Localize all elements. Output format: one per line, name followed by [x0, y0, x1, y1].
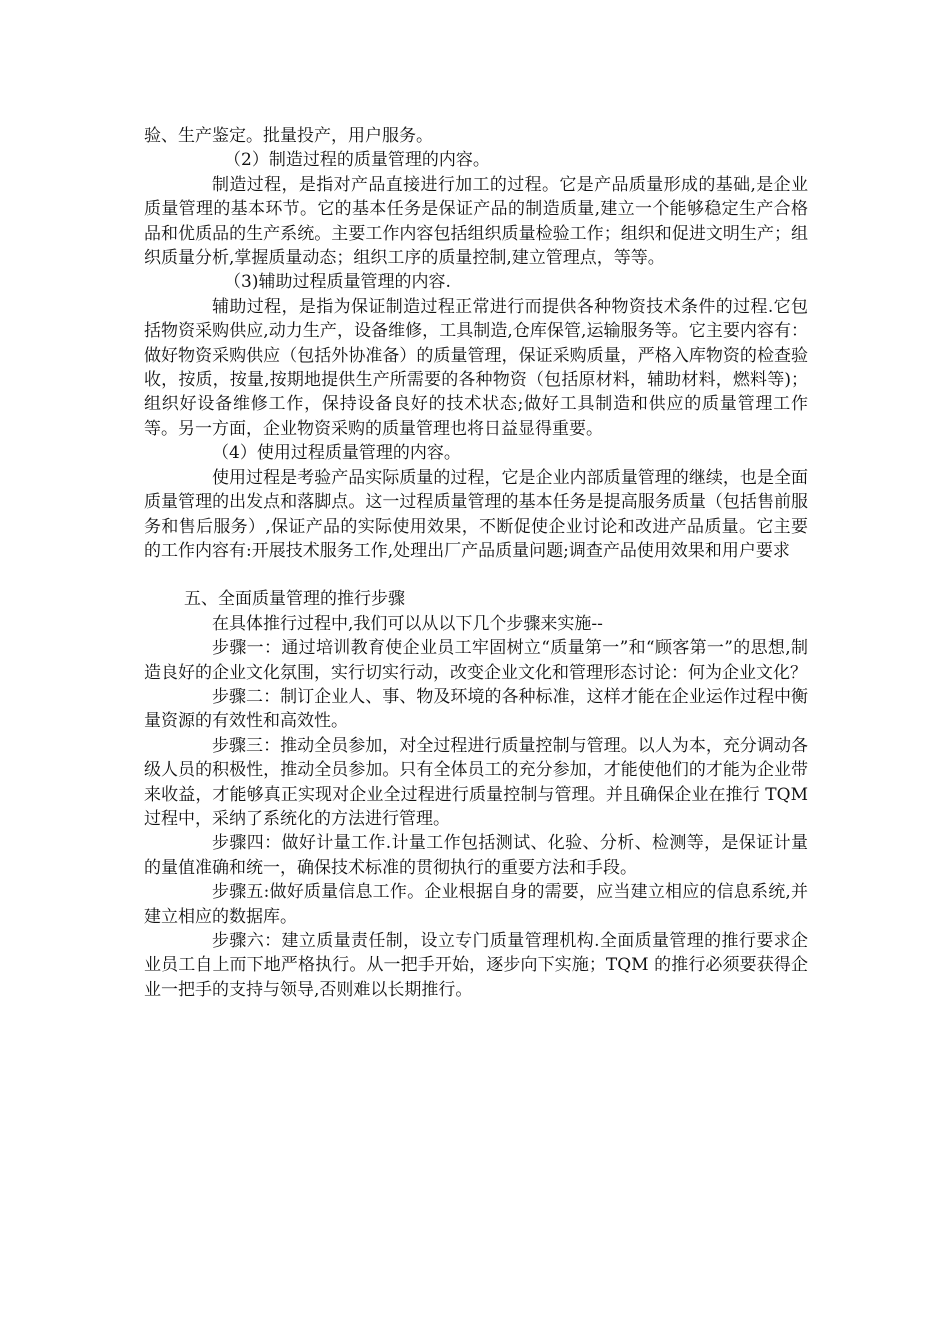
paragraph: 使用过程是考验产品实际质量的过程，它是企业内部质量管理的继续，也是全面质量管理的出发点和落脚点。这一过程质量管理的基本任务是提高服务质量（包括售前服务和售后服务）,保证产品的实际使用效果，不断促使企业讨论和改进产品质量。它主要的工作内容有:开展技术服务工作,处理出厂产品质量问题;调查产品使用效果和用户要求 [144, 467, 808, 561]
subsection-title: （4）使用过程质量管理的内容。 [212, 443, 461, 464]
section-heading: 五、全面质量管理的推行步骤 [184, 589, 405, 610]
paragraph: 验、生产鉴定。批量投产，用户服务。 [144, 126, 433, 146]
step-paragraph: 步骤三：推动全员参加，对全过程进行质量控制与管理。以人为本，充分调动各级人员的积极性，推动全员参加。只有全体员工的充分参加，才能使他们的才能为企业带来收益，才能够真正实现对企业全过程进行质量控制与管理。并且确保企业在推行 TQM 过程中，采纳了系统化的方法进行管理。 [144, 735, 808, 829]
step-paragraph: 步骤二：制订企业人、事、物及环境的各种标准，这样才能在企业运作过程中衡量资源的有效性和高效性。 [144, 686, 808, 732]
paragraph: 辅助过程，是指为保证制造过程正常进行而提供各种物资技术条件的过程.它包括物资采购供应,动力生产，设备维修，工具制造,仓库保管,运输服务等。它主要内容有：做好物资采购供应（包括外协准备）的质量管理，保证采购质量，严格入库物资的检查验收，按质，按量,按期地提供生产所需要的各种物资（包括原材料，辅助材料，燃料等)；组织好设备维修工作，保持设备良好的技术状态;做好工具制造和供应的质量管理工作等。另一方面，企业物资采购的质量管理也将日益显得重要。 [144, 296, 808, 439]
paragraph: 制造过程，是指对产品直接进行加工的过程。它是产品质量形成的基础,是企业质量管理的基本环节。它的基本任务是保证产品的制造质量,建立一个能够稳定生产合格品和优质品的生产系统。主要工作内容包括组织质量检验工作；组织和促进文明生产；组织质量分析,掌握质量动态；组织工序的质量控制,建立管理点，等等。 [144, 174, 808, 269]
step-paragraph: 步骤一：通过培训教育使企业员工牢固树立“质量第一”和“顾客第一”的思想,制造良好的企业文化氛围，实行切实行动，改变企业文化和管理形态讨论：何为企业文化？ [144, 638, 808, 683]
subsection-title: （3)辅助过程质量管理的内容. [224, 272, 451, 293]
step-paragraph: 步骤六：建立质量责任制，设立专门质量管理机构.全面质量管理的推行要求企业员工自上而下地严格执行。从一把手开始，逐步向下实施；TQM 的推行必须要获得企业一把手的支持与领导,否则难以长期推行。 [144, 931, 808, 1000]
step-paragraph: 步骤四：做好计量工作.计量工作包括测试、化验、分析、检测等，是保证计量的量值准确和统一，确保技术标准的贯彻执行的重要方法和手段。 [144, 833, 808, 878]
step-paragraph: 步骤五:做好质量信息工作。企业根据自身的需要，应当建立相应的信息系统,并建立相应的数据库。 [144, 882, 808, 927]
document-body [144, 124, 808, 1002]
paragraph: 在具体推行过程中,我们可以从以下几个步骤来实施-- [212, 613, 603, 634]
subsection-title: （2）制造过程的质量管理的内容。 [224, 150, 490, 171]
